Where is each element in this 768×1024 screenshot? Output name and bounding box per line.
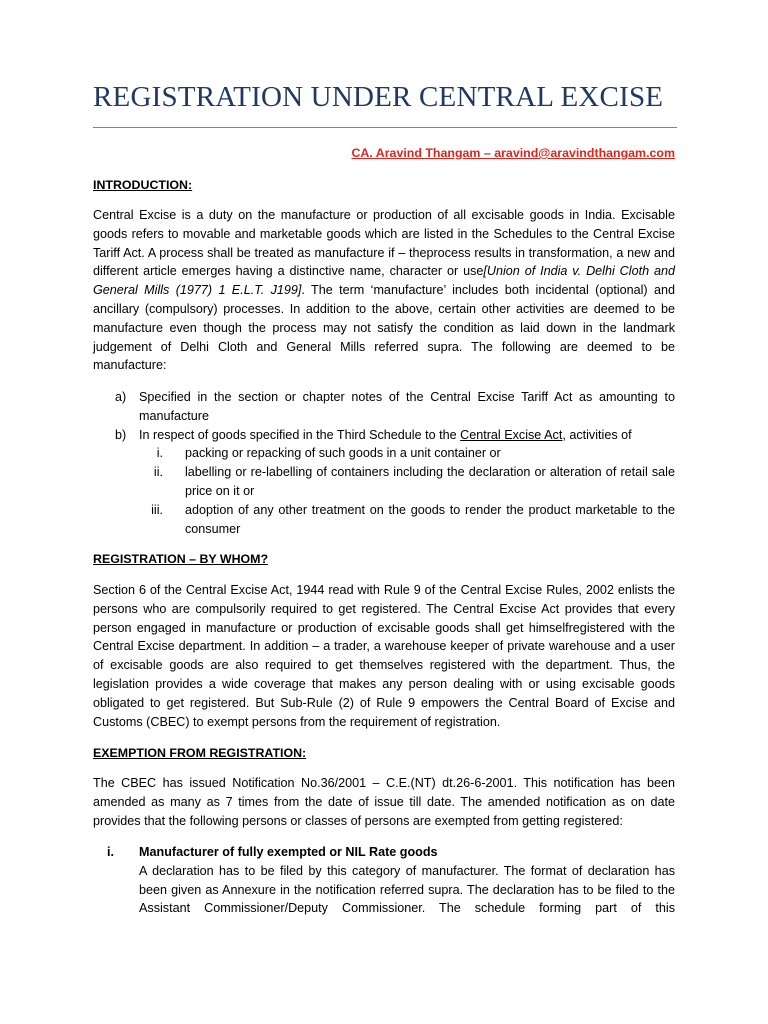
- author-line[interactable]: CA. Aravind Thangam – aravind@aravindthangam.com: [351, 146, 675, 160]
- sublist-item-text: packing or repacking of such goods in a unit container or: [185, 446, 501, 461]
- deemed-manufacture-list: [93, 388, 675, 538]
- registration-paragraph: Section 6 of the Central Excise Act, 1944 read with Rule 9 of the Central Excise Rules, 2002 enlists the persons who are compulsorily required to get registered. The Central Excise Act provides that every person engaged in manufacture or production of excisable goods shall get himselfregistered with the Central Excise department. In addition – a trader, a warehouse keeper of private warehouse and a user of excisable goods are also required to get themselves registered with the department. Thus, the legislation provides a wide coverage that makes any person dealing with or using excisable goods obligated to get registered. But Sub-Rule (2) of Rule 9 empowers the Central Board of Excise and Customs (CBEC) to exempt persons from the requirement of registration.: [93, 583, 675, 729]
- introduction-text-b: . The term ‘manufacture’ includes both incidental (optional) and ancillary (compulsory) processes. In addition to the above, certain other activities are deemed to be manufacture even though the process may not satisfy the condition as laid down in the landmark judgement of Delhi Cloth and General Mills referred supra. The following are deemed to be manufacture:: [93, 283, 675, 373]
- introduction-heading: INTRODUCTION:: [93, 178, 193, 192]
- exemption-paragraph: The CBEC has issued Notification No.36/2001 – C.E.(NT) dt.26-6-2001. This notification has been amended as many as 7 times from the date of issue till date. The amended notification as on date provides that the following persons or classes of persons are exempted from getting registered:: [93, 776, 675, 828]
- registration-heading: REGISTRATION – BY WHOM?: [93, 552, 269, 566]
- introduction-text-a: Central Excise is a duty on the manufacture or production of all excisable goods in India. Excisable goods refers to movable and marketable goods which are listed in the Schedules to the Central Excise Tariff Act. A process shall be treated as manufacture if – theprocess results in transformation, a new and different article emerges having a distinctive name, character or use: [93, 208, 675, 279]
- activities-sublist: [139, 444, 675, 538]
- list-marker: a): [115, 390, 127, 404]
- title-underline-rule: [93, 127, 677, 128]
- sublist-item: [93, 444, 675, 463]
- central-excise-act-link[interactable]: Central Excise Act: [460, 427, 563, 442]
- exemption-item-title: Manufacturer of fully exempted or NIL Rate goods: [139, 845, 438, 859]
- list-item: [93, 843, 675, 918]
- exemption-list: [93, 843, 675, 918]
- introduction-paragraph: [93, 206, 675, 375]
- list-marker: i.: [107, 845, 114, 859]
- exemption-heading: EXEMPTION FROM REGISTRATION:: [93, 746, 307, 760]
- sublist-item: [93, 501, 675, 539]
- sublist-item-text: adoption of any other treatment on the goods to render the product marketable to the consumer: [185, 502, 675, 536]
- list-item-text: Specified in the section or chapter notes of the Central Excise Tariff Act as amounting to manufacture: [139, 390, 675, 423]
- sublist-marker: i.: [156, 446, 163, 461]
- list-marker: b): [115, 427, 127, 442]
- document-title: REGISTRATION UNDER CENTRAL EXCISE: [93, 81, 664, 113]
- sublist-marker: iii.: [151, 502, 163, 517]
- list-item: [93, 388, 675, 426]
- sublist-marker: ii.: [153, 465, 163, 480]
- sublist-item: [93, 463, 675, 501]
- list-item: [93, 426, 675, 539]
- list-item-text: In respect of goods specified in the Third Schedule to the: [139, 427, 461, 442]
- list-item-text: , activities of: [562, 427, 632, 442]
- sublist-item-text: labelling or re-labelling of containers including the declaration or alteration of retail sale price on it or: [185, 465, 675, 498]
- introduction-citation: [Union of India v. Delhi Cloth and General Mills (1977) 1 E.L.T. J199]: [93, 264, 675, 298]
- exemption-item-text: A declaration has to be filed by this category of manufacturer. The format of declaration has been given as Annexure in the notification referred supra. The declaration has to be filed to the Assistant Commissioner/Deputy Commissioner. The schedule forming part of this: [139, 863, 675, 916]
